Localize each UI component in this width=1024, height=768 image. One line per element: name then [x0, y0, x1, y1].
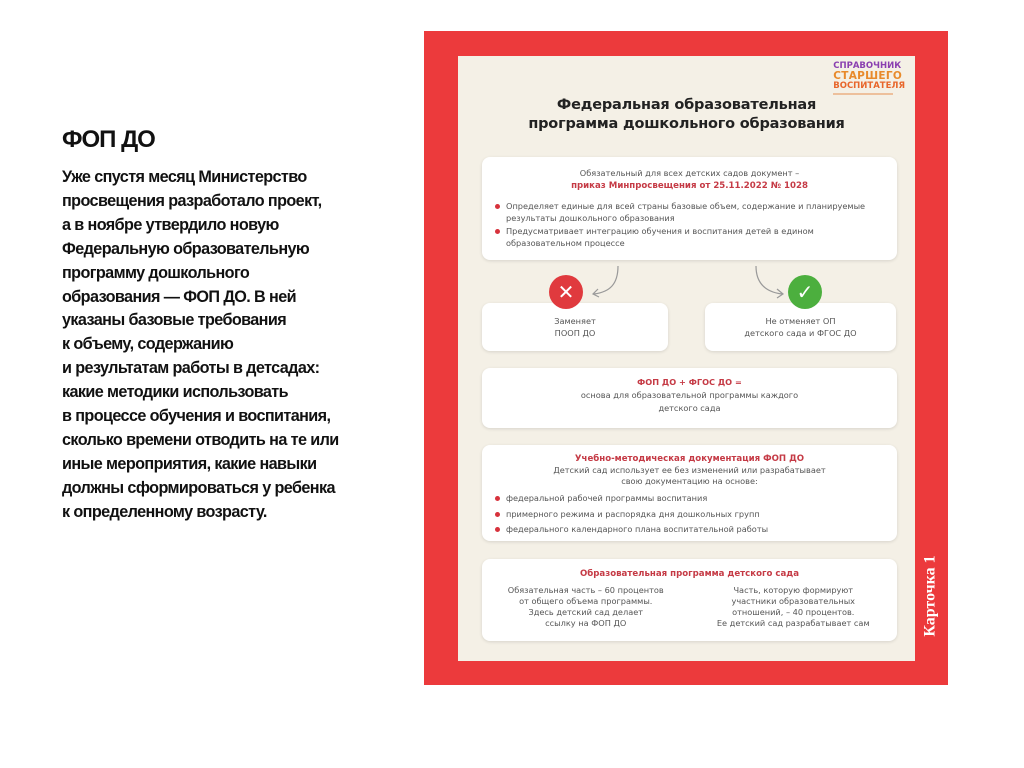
box1-highlight: приказ Минпросвещения от 25.11.2022 № 1028 [571, 181, 808, 191]
body-line: указаны базовые требования [62, 311, 287, 330]
mandatory-part-line: ссылку на ФОП ДО [545, 618, 627, 628]
box3-text-line-1: основа для образовательной программы каждого [580, 390, 799, 400]
body-line: иные мероприятия, какие навыки [62, 454, 317, 473]
box4-bullets [492, 493, 883, 536]
body-line: к объему, содержанию [62, 335, 234, 354]
body-line: сколько времени отводить на те или [62, 430, 339, 449]
box4-intro-line-2: свою документацию на основе: [621, 476, 758, 486]
box4-intro-line-1: Детский сад использует ее без изменений или разрабатывает [553, 465, 826, 475]
card-label [914, 511, 948, 681]
replaces-line-2: ПООП ДО [554, 328, 596, 338]
card-title-line-2: программа дошкольного образования [528, 116, 845, 132]
body-line: программу дошкольного [62, 263, 250, 282]
participants-part-line: Часть, которую формируют [733, 585, 854, 595]
kindergarten-program-box [482, 559, 897, 641]
bullet-item: Предусматривает интеграцию обучения и воспитания детей в едином образовательном процессе [492, 226, 883, 249]
participants-part-line: участники образовательных [731, 596, 856, 606]
card-title-line-1: Федеральная образовательная [556, 97, 817, 113]
body-line: Уже спустя месяц Министерство [62, 168, 307, 186]
brand-line-4 [833, 93, 893, 95]
bullet-item: примерного режима и распорядка дня дошкольных групп [492, 509, 883, 521]
info-card [424, 31, 948, 685]
box5-title: Образовательная программа детского сада [579, 569, 800, 579]
info-card-content [458, 56, 915, 661]
body-line: Федеральную образовательную [62, 239, 310, 258]
arrow-left-icon [588, 264, 628, 304]
participants-part [690, 585, 898, 629]
arrow-right-icon [752, 264, 792, 304]
box1-bullets [492, 201, 883, 249]
body-line: а в ноябре утвердило новую [62, 215, 279, 234]
not-cancels-box [705, 303, 896, 351]
card-label-text: Карточка 1 [922, 555, 939, 637]
bullet-item: Определяет единые для всей страны базовые объем, содержание и планируемые результаты дошкольного образования [492, 201, 883, 224]
body-line: и результатам работы в детсадах: [62, 359, 320, 378]
brand-line-3: ВОСПИТАТЕЛЯ [833, 81, 905, 91]
card-title [458, 96, 915, 134]
box3-text-line-2: детского сада [658, 403, 721, 413]
mandatory-document-box [482, 157, 897, 260]
participants-part-line: Ее детский сад разрабатывает сам [716, 618, 870, 628]
box1-intro: Обязательный для всех детских садов документ – [579, 168, 800, 178]
mandatory-part-line: от общего объема программы. [519, 596, 653, 606]
mandatory-part-line: Здесь детский сад делает [528, 607, 644, 617]
bullet-item: федерального календарного плана воспитательной работы [492, 524, 883, 536]
slide-title: ФОП ДО [62, 126, 155, 153]
replaces-box [482, 303, 668, 351]
replaces-line-1: Заменяет [554, 316, 596, 326]
brand-logo [833, 61, 905, 95]
bullet-item: федеральной рабочей программы воспитания [492, 493, 883, 505]
not-cancels-line-1: Не отменяет ОП [765, 316, 836, 326]
methodical-docs-box [482, 445, 897, 541]
not-cancels-line-2: детского сада и ФГОС ДО [744, 328, 857, 338]
slide-body-text [62, 166, 392, 525]
brand-line-1: СПРАВОЧНИК [833, 61, 902, 71]
fop-fgos-box [482, 368, 897, 428]
body-line: должны сформироваться у ребенка [62, 478, 335, 497]
mandatory-part-line: Обязательная часть – 60 процентов [507, 585, 664, 595]
body-line: какие методики использовать [62, 383, 288, 402]
mandatory-part [482, 585, 690, 629]
x-icon: ✕ [549, 275, 583, 309]
body-line: образования — ФОП ДО. В ней [62, 287, 296, 306]
brand-line-2: СТАРШЕГО [833, 70, 903, 82]
box4-title: Учебно-методическая документация ФОП ДО [574, 454, 805, 464]
body-line: к определенному возрасту. [62, 502, 267, 521]
body-line: просвещения разработало проект, [62, 191, 322, 210]
participants-part-line: отношений, – 40 процентов. [732, 607, 855, 617]
check-icon: ✓ [788, 275, 822, 309]
box3-highlight: ФОП ДО + ФГОС ДО = [637, 377, 742, 387]
body-line: в процессе обучения и воспитания, [62, 407, 331, 426]
